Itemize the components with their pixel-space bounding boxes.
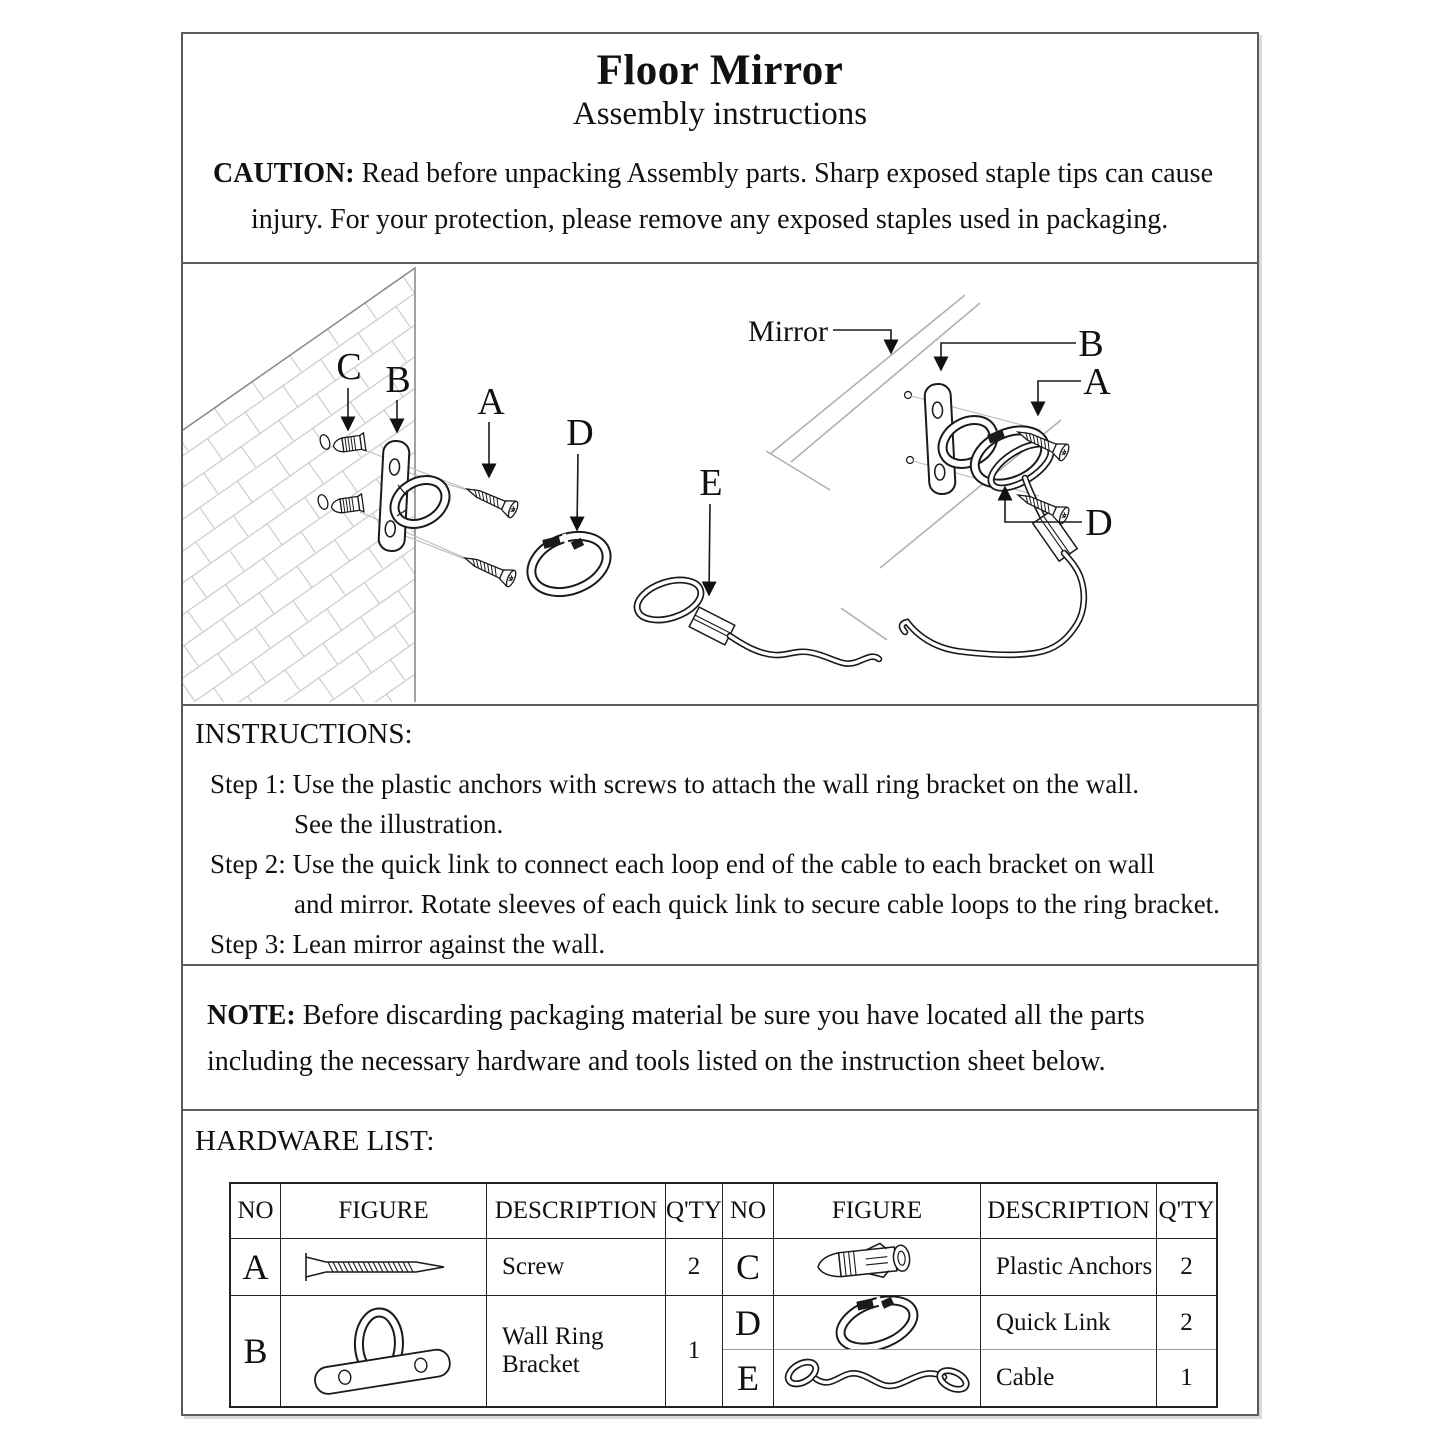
row-b-figure xyxy=(281,1296,487,1406)
page-subtitle: Assembly instructions xyxy=(572,96,868,132)
col-header-qty-2: Q'TY xyxy=(1157,1184,1216,1239)
note-line-2: including the necessary hardware and tools listed on the instruction sheet below. xyxy=(207,1046,1106,1077)
row-a-no: A xyxy=(231,1239,281,1296)
label-d-right: D xyxy=(1085,502,1113,544)
brick-wall xyxy=(183,268,415,702)
row-e-qty: 1 xyxy=(1180,1364,1193,1391)
caution-line-1 xyxy=(213,158,1237,190)
note-text-1: Before discarding packaging material be sure you have located all the parts xyxy=(302,1000,1145,1031)
cable-figure xyxy=(778,1350,976,1406)
label-a: A xyxy=(477,381,505,423)
row-d-figure xyxy=(774,1296,981,1350)
section-hardware xyxy=(183,1109,1257,1414)
row-c-description: Plastic Anchors xyxy=(981,1239,1157,1296)
assembly-diagram xyxy=(183,264,1257,704)
col-header-description-2: DESCRIPTION xyxy=(981,1184,1157,1239)
plastic-anchor-figure xyxy=(812,1241,942,1293)
col-header-no-2: NO xyxy=(723,1184,774,1239)
hardware-heading: HARDWARE LIST: xyxy=(195,1125,435,1157)
caution-text-1: Read before unpacking Assembly parts. Sharp exposed staple tips can cause xyxy=(361,158,1213,189)
page-title: Floor Mirror xyxy=(596,47,844,94)
section-title xyxy=(183,34,1257,262)
instructions-list xyxy=(183,764,1257,964)
instructions-heading: INSTRUCTIONS: xyxy=(195,718,413,750)
col-header-qty: Q'TY xyxy=(666,1184,723,1239)
label-mirror: Mirror xyxy=(748,315,828,348)
instruction-step-2-cont: and mirror. Rotate sleeves of each quick link to secure cable loops to the ring bracket. xyxy=(294,889,1220,919)
row-e-figure xyxy=(774,1350,981,1406)
instruction-sheet xyxy=(181,32,1259,1416)
label-b-right: B xyxy=(1078,323,1104,365)
label-a-right: A xyxy=(1083,361,1111,403)
note-label: NOTE: xyxy=(207,1000,296,1031)
col-header-figure: FIGURE xyxy=(281,1184,487,1239)
hardware-table xyxy=(229,1182,1218,1408)
row-a-figure xyxy=(281,1239,487,1296)
label-b: B xyxy=(385,359,411,401)
row-c-no: C xyxy=(723,1239,774,1296)
instruction-step-1-cont: See the illustration. xyxy=(294,809,504,839)
row-e-no: E xyxy=(723,1350,774,1406)
section-diagram xyxy=(183,262,1257,704)
instruction-step-2: Step 2: Use the quick link to connect each loop end of the cable to each bracket on wall xyxy=(210,849,1155,879)
row-a-description: Screw xyxy=(487,1239,666,1296)
col-header-figure-2: FIGURE xyxy=(774,1184,981,1239)
col-header-no: NO xyxy=(231,1184,281,1239)
cable xyxy=(632,573,879,664)
quick-link xyxy=(523,526,614,602)
row-e-description: Cable xyxy=(981,1350,1157,1406)
label-c: C xyxy=(336,346,362,388)
screw-figure xyxy=(294,1245,474,1289)
note-line-1 xyxy=(207,1000,1237,1032)
screw-upper xyxy=(463,481,519,519)
quick-link-figure xyxy=(802,1296,952,1350)
section-note xyxy=(183,964,1257,1109)
caution-line-2: injury. For your protection, please remove any exposed staples used in packaging. xyxy=(251,204,1169,235)
row-d-description: Quick Link xyxy=(981,1296,1157,1350)
col-header-description: DESCRIPTION xyxy=(487,1184,666,1239)
caution-label: CAUTION: xyxy=(213,158,355,189)
row-b-qty: 1 xyxy=(666,1296,723,1406)
section-instructions xyxy=(183,704,1257,964)
row-b-no: B xyxy=(231,1296,281,1406)
instruction-step-3: Step 3: Lean mirror against the wall. xyxy=(210,929,606,959)
screw-lower xyxy=(461,550,517,588)
row-b-description: Wall Ring Bracket xyxy=(487,1296,666,1406)
row-a-qty: 2 xyxy=(666,1239,723,1296)
instruction-step-1: Step 1: Use the plastic anchors with screws to attach the wall ring bracket on the wall. xyxy=(210,769,1139,799)
row-d-qty: 2 xyxy=(1157,1296,1216,1350)
label-d: D xyxy=(566,412,594,454)
wall-ring-bracket-figure xyxy=(289,1299,479,1403)
row-c-qty: 2 xyxy=(1157,1239,1216,1296)
label-e: E xyxy=(699,462,723,504)
row-c-figure xyxy=(774,1239,981,1296)
row-d-no: D xyxy=(723,1296,774,1350)
